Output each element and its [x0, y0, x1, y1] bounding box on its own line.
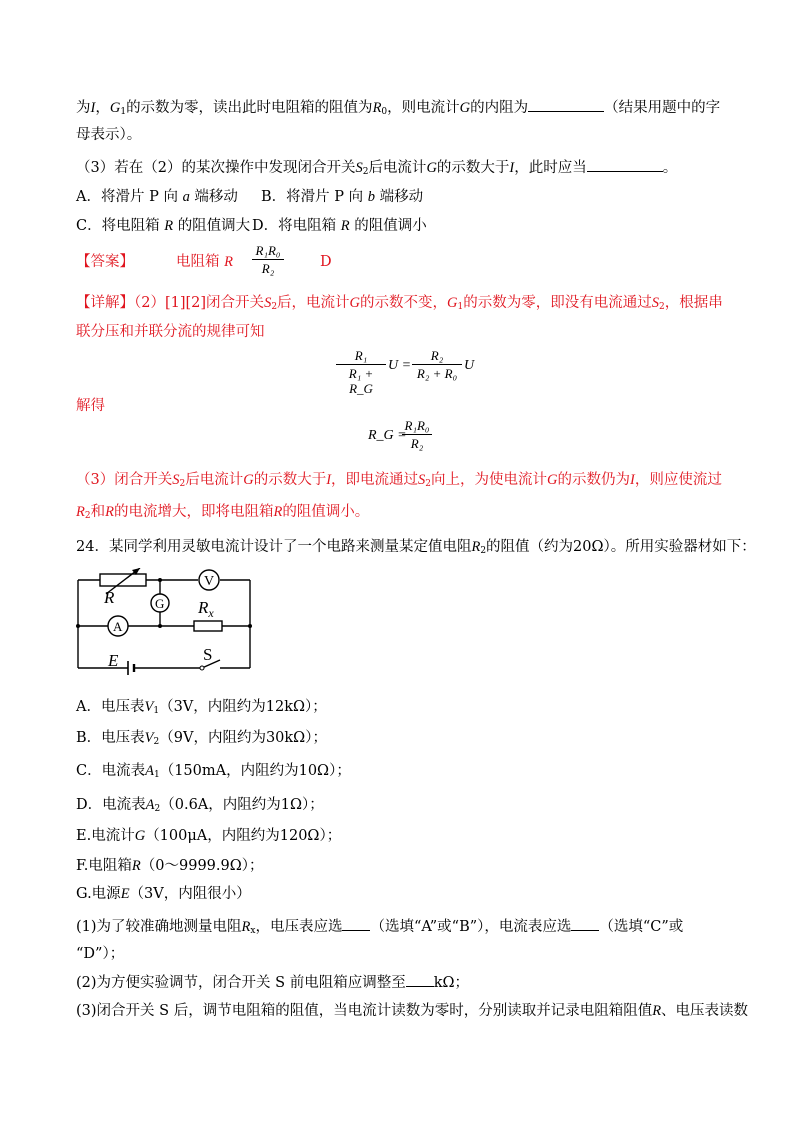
circuit-diagram	[70, 568, 260, 678]
part-2: (2)为方便实验调节，闭合开关 S 前电阻箱应调整至 kΩ；	[76, 972, 469, 993]
item-b: B．电压表$V_2(9V$，内阻约为30kΩ）；	[76, 730, 327, 747]
item-d: D．电流表$A_2(0.6A$，内阻约为1Ω）；	[76, 797, 324, 814]
label-V: V	[204, 574, 215, 589]
label-G: G	[155, 596, 165, 611]
text-line-1: 为I，$G_1$的示数为零，读出此时电阻箱的阻值为$R_0$，则电流计G的内阻为 （结果用题中的字	[76, 97, 720, 122]
detail-line-3: （3）闭合开关$S_2$后电流计G的示数大于I，即电流通过$S_2$向上，为使电流计G的示数仍为I，则应使流过	[76, 472, 722, 489]
label-A: A	[113, 619, 123, 634]
item-a: A．电压表$V_1(3V$，内阻约为12kΩ）；	[76, 699, 327, 716]
resistor-rx-icon	[194, 621, 222, 631]
resistance-blank[interactable]	[406, 972, 434, 987]
question-24: 24．某同学利用灵敏电流计设计了一个电路来测量某定值电阻$R_2$的阻值（约为20Ω）。所用实验器材如下：	[76, 539, 756, 556]
eq2-fraction: R₁R₀ R₂	[402, 418, 432, 451]
answer-fraction: R₁R₀ R₂	[252, 243, 284, 276]
item-g: G.电源E（3V，内阻很小）	[76, 886, 251, 902]
detail-line-1: 【详解】（2）[1][2]闭合开关$S_2$后，电流计G的示数不变，$G_1$的示数为零，即没有电流通过$S_2$，根据串	[76, 295, 723, 312]
label-Rx: $R_x$	[198, 598, 214, 620]
part-1: (1)为了较准确地测量电阻$R_x$，电压表应选 （选填“A”或“B”），电流表应选 （选填“C”或	[76, 916, 683, 941]
part-3: (3)闭合开关 S 后，调节电阻箱的阻值，当电流计读数为零时，分别读取并记录电阻箱阻值R、电压表读数	[76, 1003, 749, 1019]
item-e: E.电流计G（100μA，内阻约为120Ω）；	[76, 828, 342, 844]
detail-line-4: $R_2$和R的电流增大，即将电阻箱R的阻值调小。	[76, 504, 370, 521]
answer-blank[interactable]	[587, 157, 663, 172]
item-f: F.电阻箱R（0～9999.9Ω）；	[76, 858, 264, 874]
option-b: B．将滑片 P 向 b 端移动	[261, 189, 424, 205]
label-E: E	[108, 651, 119, 670]
option-a: A．将滑片 P 向 a 端移动	[76, 189, 238, 205]
label-R: R	[104, 588, 115, 607]
ammeter-blank[interactable]	[571, 916, 599, 931]
item-c: C．电流表$A_1(150mA$，内阻约为10Ω）；	[76, 763, 351, 780]
eq1-fraction-right: R₂ R₂ + R₀	[412, 348, 462, 381]
option-c: C．将电阻箱 R 的阻值调大	[76, 218, 251, 234]
text-line-2: 母表示）。	[76, 127, 142, 143]
answer-blank[interactable]	[528, 97, 604, 112]
voltmeter-blank[interactable]	[342, 916, 370, 931]
solve-label: 解得	[76, 398, 105, 414]
eq1-fraction-left: R₁ R₁ + R_G	[336, 348, 386, 396]
resistor-box-icon	[100, 574, 146, 586]
question-3: （3）若在（2）的某次操作中发现闭合开关$S_2$后电流计G的示数大于I，此时应当 。	[76, 157, 677, 182]
eq1-middle: U =	[388, 358, 412, 373]
answer-choice: D	[320, 254, 332, 270]
eq2-lhs: R_G =	[368, 428, 407, 443]
answer-line: 【答案】 电阻箱 R	[76, 254, 233, 270]
option-d: D．将电阻箱 R 的阻值调小	[252, 218, 427, 234]
eq1-end: U	[464, 358, 475, 373]
part-1-cont: “D”）；	[76, 946, 125, 962]
detail-line-2: 联分压和并联分流的规律可知	[76, 324, 265, 340]
label-S: S	[203, 645, 213, 664]
